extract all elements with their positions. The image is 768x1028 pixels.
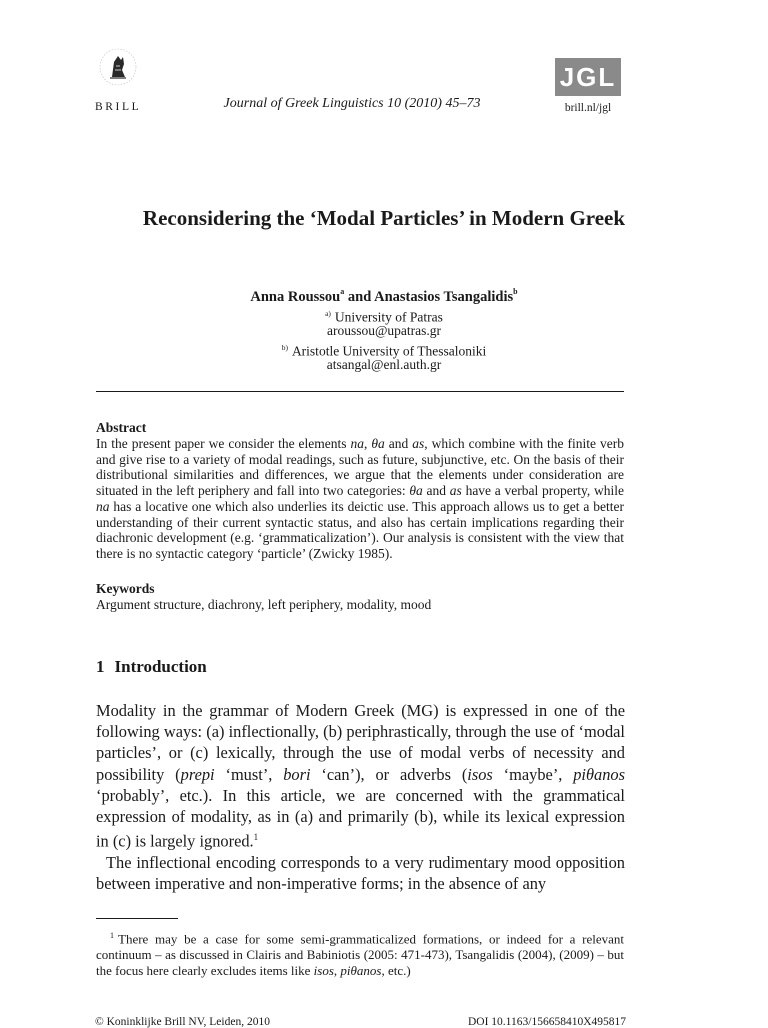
- title-divider: [96, 391, 624, 392]
- body-text: [96, 700, 625, 894]
- keywords-text: Argument structure, diachrony, left periphery, modality, mood: [96, 597, 432, 612]
- intro-paragraph-2: The inflectional encoding corresponds to a very rudimentary mood opposition between imperative and non-imperative forms; in the absence of any: [96, 852, 625, 894]
- footnote-rule: [96, 918, 178, 919]
- journal-citation: [0, 96, 768, 112]
- author-line: [0, 288, 768, 306]
- author-joiner: and: [344, 288, 375, 305]
- keywords-heading: Keywords: [96, 581, 155, 596]
- abstract-text: In the present paper we consider the elements na, θa and as, which combine with the finite verb and give rise to a variety of modal readings, such as future, subjunctive, etc. On the basis of their distributional similarities and differences, we argue that the elements under consideration are situated in the left periphery and fall into two categories: θa and as have a verbal property, while na has a locative one which also underlies its deictic use. This approach allows us to get a better understanding of their current syntactic status, and also has certain implications regarding their diachronic development (e.g. ‘grammaticalization’). Our analysis is consistent with the view that there is no syntactic category ‘particle’ (Zwicky 1985).: [96, 436, 624, 561]
- footnote-mark: 1: [110, 931, 114, 940]
- section-title: Introduction: [114, 657, 207, 676]
- journal-citation-text: Journal of Greek Linguistics 10 (2010) 45–73: [223, 96, 481, 111]
- affiliation-name: Aristotle University of Thessaloniki: [291, 343, 487, 359]
- intro-paragraph-1: Modality in the grammar of Modern Greek (MG) is expressed in one of the following ways: (a) inflectionally, (b) periphrastically, through the use of ‘modal particles’, or (c) lexically, through the use of modal verbs of necessity and possibility (prepi ‘must’, bori ‘can’), or adverbs (isos ‘maybe’, piθanos ‘probably’, etc.). In this article, we are concerned with the grammatical expression of modality, as in (a) and primarily (b), while its lexical expression in (c) is largely ignored.$^1$: [96, 701, 625, 851]
- article-title: Reconsidering the ‘Modal Particles’ in Modern Greek: [142, 206, 626, 230]
- publisher-name: BRILL: [95, 101, 142, 113]
- copyright-notice: © Koninklijke Brill NV, Leiden, 2010: [95, 1016, 270, 1028]
- doi-link[interactable]: DOI 10.1163/156658410X495817: [467, 1016, 626, 1028]
- brill-logo-icon: [96, 44, 140, 92]
- affiliation-1-email[interactable]: aroussou@upatras.gr: [326, 323, 442, 338]
- affiliation-name: University of Patras: [334, 309, 443, 325]
- jgl-url-link[interactable]: brill.nl/jgl: [564, 102, 612, 114]
- footnote: $^1$ There may be a case for some semi-grammaticalized formations, or indeed for a relevant continuum – as discussed in Clairis and Babiniotis (2005: 471-473), Tsangalidis (2004), (2009) – but the focus here clearly excludes items like isos, piθanos, etc.): [96, 931, 624, 978]
- author-1-mark: a: [340, 287, 345, 296]
- footnote-ref[interactable]: 1: [253, 832, 259, 843]
- jgl-badge: JGL: [555, 58, 621, 96]
- author-2-mark: b: [513, 287, 518, 296]
- author-1: Anna Roussou: [250, 288, 341, 305]
- section-number: 1: [96, 657, 105, 676]
- section-heading: [96, 657, 207, 677]
- author-2: Anastasios Tsangalidis: [374, 288, 514, 305]
- abstract-heading: Abstract: [96, 420, 147, 435]
- affiliation-2-email[interactable]: atsangal@enl.auth.gr: [326, 357, 442, 372]
- affiliation-mark: b): [281, 343, 288, 352]
- affiliation-mark: a): [325, 309, 331, 318]
